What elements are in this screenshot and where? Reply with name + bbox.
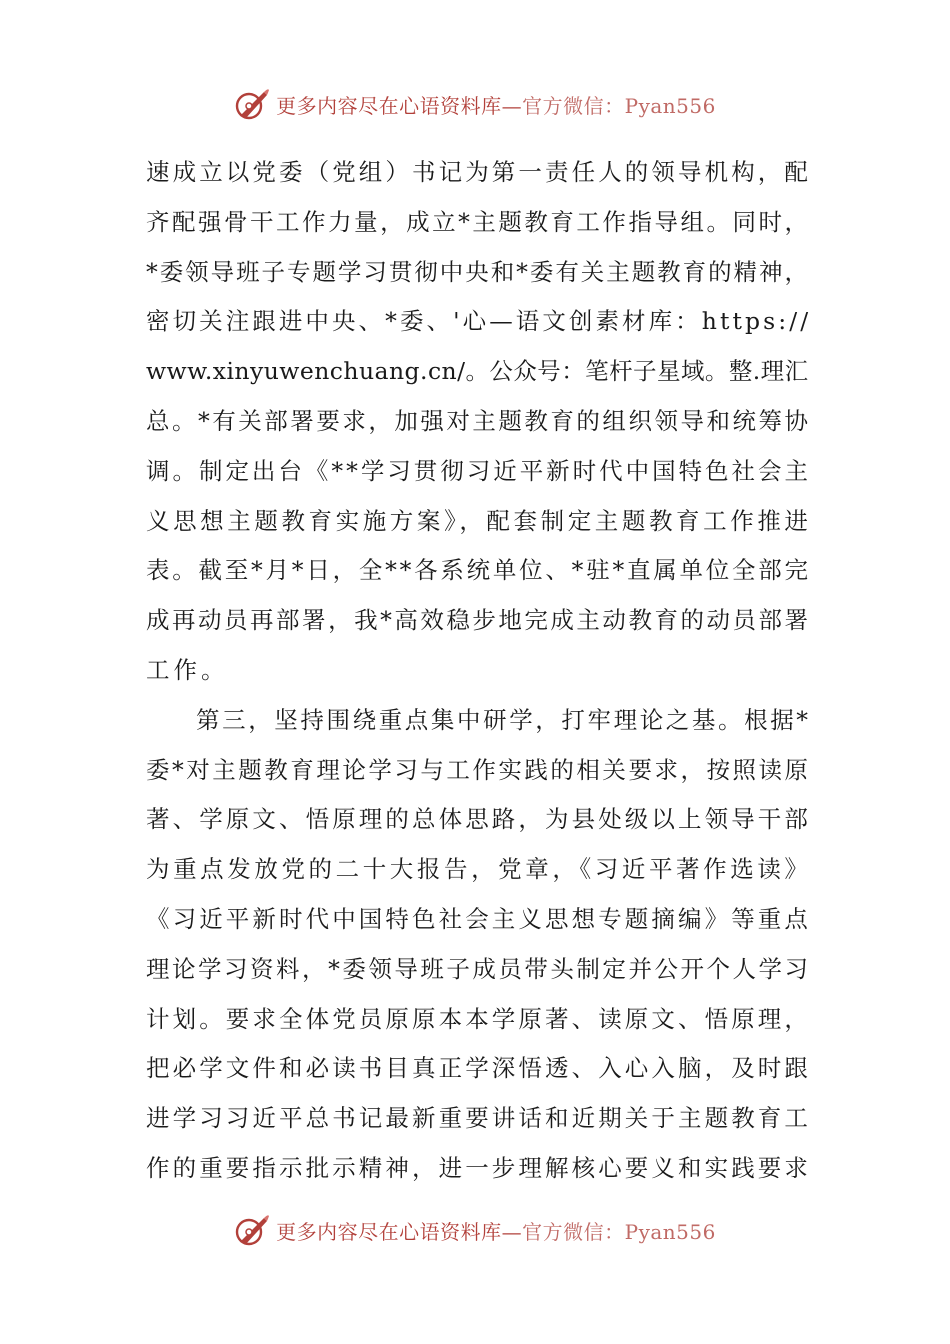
- body-line: [146, 248, 808, 298]
- body-line-text: 总。*有关部署要求，加强对主题教育的组织领导和统筹协: [146, 406, 811, 435]
- body-line: [146, 546, 811, 596]
- body-line-text: 把必学文件和必读书目真正学深悟透、入心入脑，及时跟: [146, 1054, 811, 1083]
- body-line-text: 调。制定出台《**学习贯彻习近平新时代中国特色社会主: [146, 456, 811, 485]
- body-line-text: 速成立以党委（党组）书记为第一责任人的领导机构，配: [146, 158, 811, 186]
- footer-contact: 官方微信：Pyan556: [522, 1219, 716, 1244]
- footer-dash: —: [501, 1219, 523, 1244]
- body-line: [146, 1094, 811, 1144]
- body-line-text: 理论学习资料，*委领导班子成员带头制定并公开个人学习: [146, 954, 811, 983]
- body-line-text: www.xinyuwenchuang.cn/。公众号：笔杆子星域。整.理汇: [146, 357, 809, 386]
- body-line-text: 第三，坚持围绕重点集中研学，打牢理论之基。根据*: [196, 705, 811, 734]
- body-line: [146, 148, 811, 198]
- body-line: [146, 397, 811, 447]
- body-line-text: 为重点发放党的二十大报告，党章，《习近平著作选读》: [146, 855, 812, 884]
- body-line-text: 工作。: [146, 655, 229, 684]
- body-line: [146, 646, 808, 696]
- body-line-text: 成再动员再部署，我*高效稳步地完成主动教育的动员部署: [146, 606, 811, 635]
- body-line: [146, 596, 811, 646]
- body-line: [146, 746, 811, 796]
- body-line-text: 著、学原文、悟原理的总体思路，为县处级以上领导干部: [146, 805, 811, 834]
- body-line: [146, 945, 811, 995]
- quill-logo-icon: [234, 1212, 270, 1248]
- body-line: [146, 1044, 811, 1094]
- body-line-text: 进学习习近平总书记最新重要讲话和近期关于主题教育工: [146, 1104, 811, 1133]
- body-line: [146, 995, 811, 1045]
- body-line-text: 作的重要指示批示精神，进一步理解核心要义和实践要求: [146, 1153, 811, 1182]
- body-line: [146, 1144, 811, 1194]
- body-line: [146, 447, 811, 497]
- body-line-text: 委*对主题教育理论学习与工作实践的相关要求，按照读原: [146, 755, 811, 784]
- body-line: [146, 845, 812, 895]
- body-line-text: 表。截至*月*日，全**各系统单位、*驻*直属单位全部完: [146, 556, 811, 585]
- paragraph-start-line: [146, 696, 811, 746]
- footer-brand: 更多内容尽在心语资料库: [276, 1219, 502, 1244]
- quill-logo-icon: [234, 86, 270, 122]
- body-line-text: 义思想主题教育实施方案》，配套制定主题教育工作推进: [146, 506, 812, 535]
- body-line: [146, 795, 811, 845]
- body-line: [146, 347, 808, 397]
- header-brand: 更多内容尽在心语资料库: [276, 93, 502, 118]
- body-line: [146, 895, 811, 945]
- header-dash: —: [501, 93, 523, 118]
- body-line: [146, 497, 812, 547]
- body-line-text: 密切关注跟进中央、*委、'心—语文创素材库：https://: [146, 307, 812, 336]
- body-line-text: 计划。要求全体党员原原本本学原著、读原文、悟原理，: [146, 1004, 811, 1033]
- body-line: [146, 198, 811, 248]
- footer-banner: [0, 1210, 950, 1250]
- header-banner-text: [276, 90, 716, 119]
- header-banner: [0, 84, 950, 124]
- body-line-text: 《习近平新时代中国特色社会主义思想专题摘编》等重点: [146, 904, 811, 933]
- footer-banner-text: [276, 1216, 716, 1245]
- header-contact: 官方微信：Pyan556: [522, 93, 716, 118]
- body-line: [146, 297, 812, 347]
- document-body: [146, 148, 812, 1194]
- body-line-text: *委领导班子专题学习贯彻中央和*委有关主题教育的精神，: [146, 257, 810, 286]
- body-line-text: 齐配强骨干工作力量，成立*主题教育工作指导组。同时，: [146, 207, 811, 236]
